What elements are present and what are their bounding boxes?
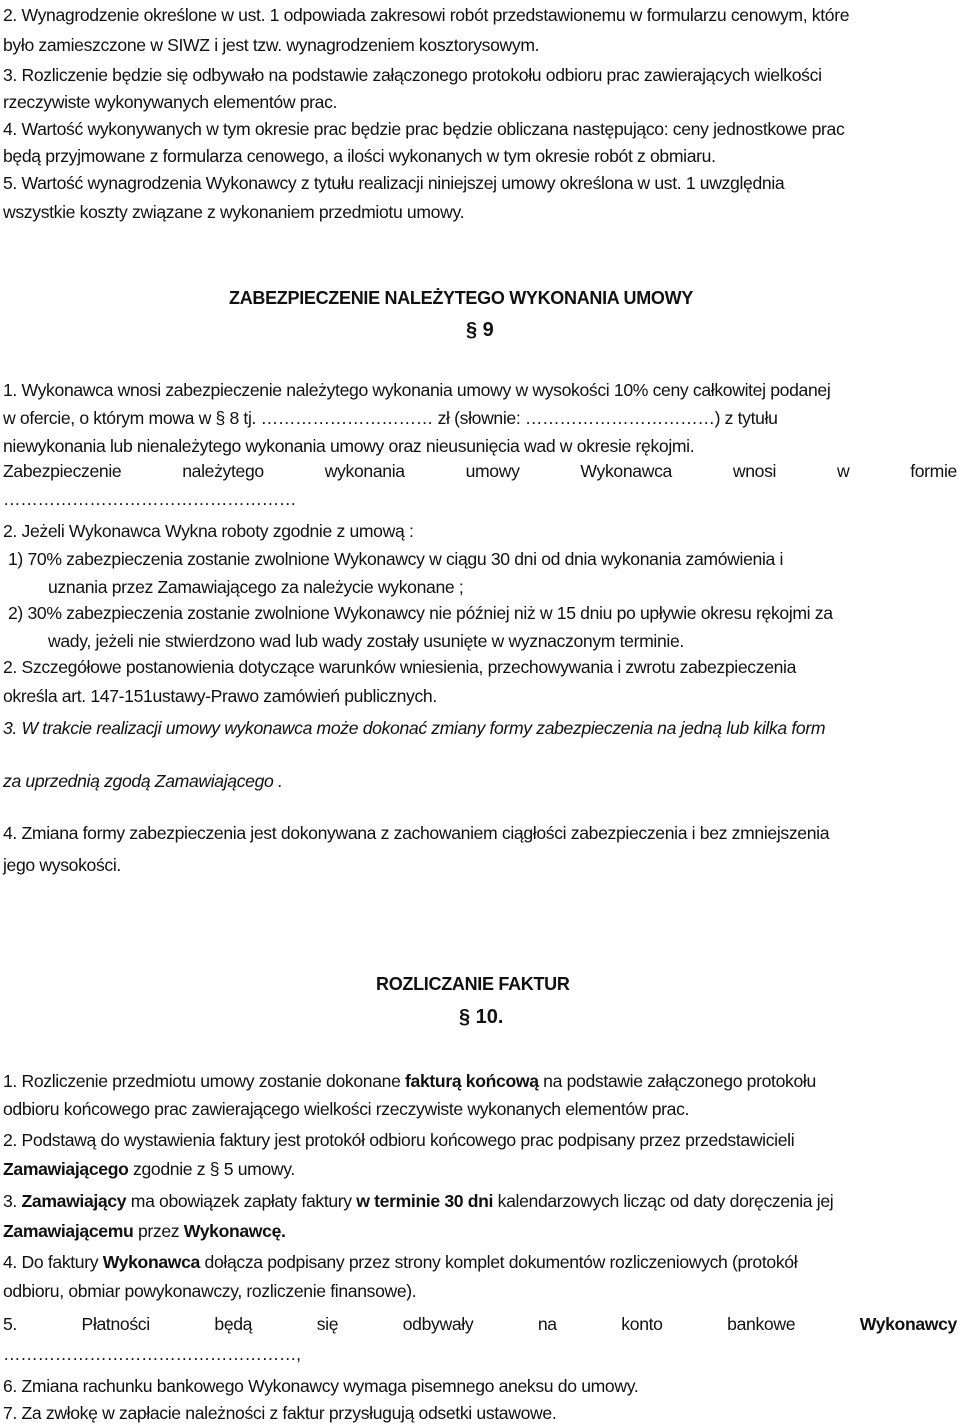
paragraph-line bbox=[3, 1218, 286, 1244]
paragraph-line bbox=[3, 1068, 816, 1094]
paragraph-line: niewykonania lub nienależytego wykonania umowy oraz nieusunięcia wad w okresie rękojmi. bbox=[3, 436, 695, 456]
paragraph-line: będą przyjmowane z formularza cenowego, a ilości wykonanych w tym okresie robót z obmiaru. bbox=[3, 146, 716, 166]
text-run: 1. Rozliczenie przedmiotu umowy zostanie dokonane bbox=[3, 1071, 406, 1091]
bold-text: Wykonawca bbox=[102, 1252, 200, 1272]
text-run: 5. Płatności będą się odbywały na konto bankowe bbox=[3, 1314, 860, 1334]
paragraph-line: 1. Wykonawca wnosi zabezpieczenie należytego wykonania umowy w wysokości 10% ceny całkowitej podanej bbox=[3, 380, 831, 400]
paragraph-line: 2. Szczegółowe postanowienia dotyczące warunków wniesienia, przechowywania i zwrotu zabezpieczenia bbox=[3, 657, 797, 677]
paragraph-line: rzeczywiste wykonywanych elementów prac. bbox=[3, 92, 338, 112]
paragraph-number: § 9 bbox=[466, 319, 494, 341]
list-item: 1) 70% zabezpieczenia zostanie zwolnione Wykonawcy w ciągu 30 dni od dnia wykonania zamówienia i bbox=[8, 549, 784, 569]
paragraph-number: § 10. bbox=[459, 1006, 504, 1028]
bold-text: Zamawiającego bbox=[3, 1159, 129, 1179]
text-run: kalendarzowych licząc od daty doręczenia jej bbox=[493, 1191, 834, 1211]
paragraph-line: 4. Zmiana formy zabezpieczenia jest dokonywana z zachowaniem ciągłości zabezpieczenia i bez zmniejszenia bbox=[3, 823, 830, 843]
paragraph-line: było zamieszczone w SIWZ i jest tzw. wynagrodzeniem kosztorysowym. bbox=[3, 35, 540, 55]
paragraph-line: 2. Wynagrodzenie określone w ust. 1 odpowiada zakresowi robót przedstawionemu w formularzu cenowym, które bbox=[3, 5, 850, 25]
text-run: ma obowiązek zapłaty faktury bbox=[126, 1191, 357, 1211]
list-item-continuation: uznania przez Zamawiającego za należycie wykonane ; bbox=[48, 577, 464, 597]
section-heading: ZABEZPIECZENIE NALEŻYTEGO WYKONANIA UMOWY bbox=[229, 288, 694, 308]
bold-text: Zamawiającemu bbox=[3, 1221, 134, 1241]
text-run: 4. Do faktury bbox=[3, 1252, 103, 1272]
bold-text: w terminie 30 dni bbox=[356, 1191, 494, 1211]
section-heading: ROZLICZANIE FAKTUR bbox=[376, 974, 570, 994]
paragraph-line: 7. Za zwłokę w zapłacie należności z faktur przysługują odsetki ustawowe. bbox=[3, 1403, 557, 1423]
paragraph-line: 4. Wartość wykonywanych w tym okresie prac będzie prac będzie obliczana następująco: ceny jednostkowe prac bbox=[3, 119, 845, 139]
paragraph-line bbox=[3, 1188, 833, 1214]
bold-text: Wykonawcę. bbox=[183, 1221, 286, 1241]
bold-text: Zamawiający bbox=[21, 1191, 127, 1211]
text-run: przez bbox=[133, 1221, 184, 1241]
paragraph-line: 3. W trakcie realizacji umowy wykonawca może dokonać zmiany formy zabezpieczenia na jedną lub kilka form bbox=[3, 718, 826, 738]
text-run: na podstawie załączonego protokołu bbox=[538, 1071, 816, 1091]
paragraph-line: 2. Jeżeli Wykonawca Wykna roboty zgodnie z umową : bbox=[3, 521, 414, 541]
paragraph-line: 3. Rozliczenie będzie się odbywało na podstawie załączonego protokołu odbioru prac zawierających wielkości bbox=[3, 65, 822, 85]
paragraph-line: 6. Zmiana rachunku bankowego Wykonawcy wymaga pisemnego aneksu do umowy. bbox=[3, 1376, 639, 1396]
blank-field: …………………………………………… bbox=[3, 489, 297, 509]
blank-field: ……………………………………………, bbox=[3, 1344, 301, 1364]
paragraph-line: w ofercie, o którym mowa w § 8 tj. ………………………… zł (słownie: ……………………………) z tytułu bbox=[3, 408, 778, 428]
paragraph-line bbox=[3, 1311, 957, 1337]
text-run: dołącza podpisany przez strony komplet dokumentów rozliczeniowych (protokół bbox=[199, 1252, 798, 1272]
paragraph-line: jego wysokości. bbox=[3, 855, 121, 875]
paragraph-line: odbioru, obmiar powykonawczy, rozliczenie finansowe). bbox=[3, 1281, 417, 1301]
paragraph-line: odbioru końcowego prac zawierającego wielkości rzeczywiste wykonanych elementów prac. bbox=[3, 1099, 690, 1119]
paragraph-line bbox=[3, 1156, 295, 1182]
paragraph-line: 2. Podstawą do wystawienia faktury jest protokół odbioru końcowego prac podpisany przez przedstawicieli bbox=[3, 1130, 795, 1150]
bold-text: fakturą końcową bbox=[405, 1071, 539, 1091]
paragraph-line: za uprzednią zgodą Zamawiającego . bbox=[3, 771, 283, 791]
paragraph-line: 5. Wartość wynagrodzenia Wykonawcy z tytułu realizacji niniejszej umowy określona w ust. 1 uwzględnia bbox=[3, 173, 785, 193]
text-run: zgodnie z § 5 umowy. bbox=[128, 1159, 295, 1179]
bold-text: Wykonawcy bbox=[859, 1314, 957, 1334]
paragraph-line: Zabezpieczenie należytego wykonania umowy Wykonawca wnosi w formie bbox=[3, 461, 957, 481]
paragraph-line bbox=[3, 1249, 797, 1275]
paragraph-line: określa art. 147-151ustawy-Prawo zamówień publicznych. bbox=[3, 686, 437, 706]
list-item-continuation: wady, jeżeli nie stwierdzono wad lub wady zostały usunięte w wyznaczonym terminie. bbox=[48, 631, 684, 651]
paragraph-line: wszystkie koszty związane z wykonaniem przedmiotu umowy. bbox=[3, 202, 465, 222]
text-run: 3. bbox=[3, 1191, 22, 1211]
list-item: 2) 30% zabezpieczenia zostanie zwolnione Wykonawcy nie później niż w 15 dniu po upływie okresu rękojmi za bbox=[8, 603, 833, 623]
